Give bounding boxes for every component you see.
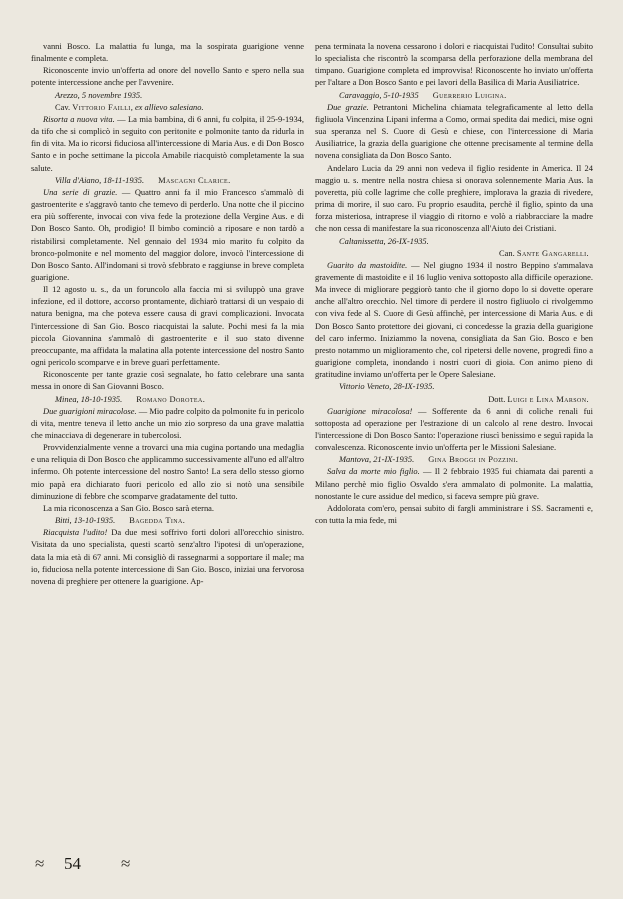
ornament-right: ≈	[121, 854, 131, 873]
place-date: Caltanissetta, 26-IX-1935.	[339, 235, 429, 246]
paragraph-text: — Nel giugno 1934 il nostro Beppino s'ammalava gravemente di mastoidite e il 16 luglio veniva sottoposto alla difficile operazione. Ma invece di migliorare peggiorò tanto che il giorno dopo lo si dovette operare anche all'altro orecchio. Nel timore di perdere il nostro figliuolo ci rivolgemmo con viva fede al S. Cuore di Gesù affinchè, per intercessione di Maria Aus. e di Don Bosco Santo protettore dei giovani, ci concedesse la grazia della guarigione del caro infermo. Iniziammo la novena, consigliata da San Gio. Bosco e ben presto notammo un miglioramento che, col ripetersi delle novene, progredì fino a guarigione completa, inondando i nostri cuori di gioia. Con animo pieno di gratitudine inviamo un'offerta per le Opere Salesiane.	[315, 259, 593, 380]
paragraph-text: — Quattro anni fa il mio Francesco s'ammalò di gastroenterite e s'aggravò tanto che temevo di perderlo. Una notte che il piccino era più sofferente, invocai con viva fede la protezione della Vergine Aus. e di Don Bosco Santo. Oh, prodigio! Il bimbo cominciò a riposare e non tardò a ristabilirsi completamente. Nel gennaio del 1934 mio marito fu colpito da bronco-polmonite e nel momento del maggior dolore, invocò l'intercessione di Don Bosco Santo. All'indomani si trovò sfebbrato e raggiunse in breve completa guarigione.	[31, 186, 304, 282]
signature-line	[31, 174, 304, 186]
place-date: Vittorio Veneto, 28-IX-1935.	[339, 381, 435, 392]
paragraph-heading: Due guarigioni miracolose.	[43, 405, 137, 416]
left-column	[31, 40, 304, 587]
signature-line	[31, 89, 304, 101]
signature-line	[315, 380, 593, 392]
signatory-name: Gina Broggi in Pozzini.	[428, 454, 519, 465]
title-prefix: Cav.	[55, 101, 73, 112]
paragraph-text: Provvidenzialmente venne a trovarci una mia cugina portando una medaglia e una reliquia di Don Bosco che applicammo successivamente all'uno ed all'altro infermo. Oh potente intercessione del nostro Santo! La sera dello stesso giorno mio papà era dichiarato fuori pericolo ed allo zio si notò una sensibile diminuzione di febbre che scomparve gradatamente del tutto.	[31, 442, 304, 501]
signatory-name: Mascagni Clarice.	[158, 174, 231, 185]
paragraph-text: vanni Bosco. La malattia fu lunga, ma la sospirata guarigione venne finalmente e completa.	[31, 41, 304, 64]
signatory-name: Luigi e Lina Marson.	[507, 393, 589, 404]
place-date: Caravaggio, 5-10-1935	[339, 89, 419, 100]
signatory-name: Bagedda Tina.	[129, 515, 186, 526]
paragraph-heading: Riacquista l'udito!	[43, 527, 108, 538]
paragraph-heading: Guarigione miracolosa!	[327, 405, 413, 416]
paragraph	[31, 502, 304, 514]
paragraph	[31, 64, 304, 88]
paragraph	[31, 441, 304, 502]
signatory-name: , ex allievo salesiano.	[130, 101, 204, 112]
paragraph-text: Da due mesi soffrivo forti dolori all'orecchio sinistro. Visitata da uno specialista, questi scartò senz'altro l'ipotesi di un'operazione, data la mia età di 67 anni. Mi consigliò di rassegnarmi a sopportare il male; ma io, fiduciosa nella potente intercessione di San Gio. Bosco, iniziai una fervorosa novena di preghiere per ottenere la guarigione. Ap-	[31, 527, 304, 586]
paragraph	[31, 40, 304, 64]
right-column	[315, 40, 593, 526]
signature-line	[31, 101, 304, 113]
paragraph	[315, 162, 593, 235]
paragraph	[315, 101, 593, 162]
paragraph-heading: Due grazie.	[327, 101, 369, 112]
signature-line	[315, 89, 593, 101]
paragraph-text: Riconoscente invio un'offerta ad onore del novello Santo e spero nella sua potente intercessione anche per l'avvenire.	[31, 65, 304, 88]
page-number: 54	[64, 854, 81, 873]
page-footer	[31, 852, 171, 876]
signature-line	[315, 247, 593, 259]
paragraph-text: — Mio padre colpito da polmonite fu in pericolo di vita, mentre teneva il letto anche un mio zio sorpreso da una grave malattia che minacciava di degenerare in tubercolosi.	[31, 405, 304, 440]
signature-line	[315, 235, 593, 247]
paragraph	[315, 465, 593, 501]
paragraph-text: — Sofferente da 6 anni di coliche renali fui sottoposta ad operazione per l'estrazione di un calcolo al rene destro. Invocai l'intercessione di Don Bosco Santo: l'operazione riuscì benissimo e seguì rapida la convalescenza. Riconoscente invio un'offerta per le Missioni Salesiane.	[315, 405, 593, 453]
paragraph	[31, 186, 304, 283]
paragraph-heading: Una serie di grazie.	[43, 186, 118, 197]
paragraph-text: pena terminata la novena cessarono i dolori e riacquistai l'udito! Consultai subito lo specialista che riscontrò la scomparsa della perforazione della membrana del timpano. Guarigione completa ed improvvisa! Riconoscente ho inviato un'offerta per l'altare a Don Bosco Santo e pei lavori della Basilica di Maria Ausiliatrice.	[315, 41, 593, 88]
paragraph-text: — La mia bambina, di 6 anni, fu colpita, il 25-9-1934, da tifo che si complicò in seguito con peritonite e polmonite tanto da ridurla in fin di vita. Ma io ricorsi fiduciosa all'intercessione di Maria Aus. e di Don Bosco Santo e in poche settimane la piccola Amabile riacquistò completamente la sua salute.	[31, 113, 304, 173]
paragraph	[315, 502, 593, 526]
paragraph-heading: Risorta a nuova vita.	[43, 113, 115, 124]
paragraph-text: La mia riconoscenza a San Gio. Bosco sarà eterna.	[43, 502, 215, 513]
paragraph	[315, 405, 593, 454]
paragraph	[315, 40, 593, 89]
signature-line	[315, 393, 593, 405]
paragraph	[31, 283, 304, 368]
paragraph-text: Il 12 agosto u. s., da un foruncolo alla faccia mi si sviluppò una grave infezione, ed il dottore, accorso prontamente, dichiarò trattarsi di un vespaio di natura benigna, ma che poteva essere causa di gravi complicazioni. Invocata l'intercessione di San Gio. Bosco riacquistai la salute. Pochi mesi fa la mia piccola Giovannina s'ammalò di gastroenterite e il suo stato divenne preoccupante, ma affidata la malatina alla potente intercessione del nostro Santo ogni pericolo scomparve e in breve guarì perfettamente.	[31, 284, 304, 368]
paragraph	[315, 259, 593, 381]
ornament-left: ≈	[35, 854, 45, 873]
signatory-name: Guerrerio Luigina.	[432, 89, 507, 100]
paragraph-text: Andelaro Lucia da 29 anni non vedeva il figlio residente in America. Il 24 maggio u. s. mentre nella nostra chiesa si onorava solennemente Maria Aus. la poveretta, più colle lagrime che colle preghiere, implorava la grazia di rivedere, prima di morire, il suo caro. Fu proprio esaudita, perchè il figlio, spinto da una forza misteriosa, intraprese il viaggio di ritorno e volò a riabbracciare la madre che non cessa di manifestare la sua riconoscenza all'Aiuto dei Cristiani.	[315, 162, 593, 234]
signatory-name: Romano Dorotea.	[136, 393, 206, 404]
place-date: Minea, 18-10-1935.	[55, 393, 123, 404]
place-date: Mantova, 21-IX-1935.	[339, 454, 415, 465]
signature-line	[31, 514, 304, 526]
title-prefix: Can.	[499, 247, 517, 258]
signature-line	[315, 453, 593, 465]
paragraph	[31, 526, 304, 587]
signatory-name: Sante Gangarelli.	[516, 247, 589, 258]
paragraph	[31, 113, 304, 174]
place-date: Bitti, 13-10-1935.	[55, 515, 116, 526]
title-prefix: Dott.	[488, 393, 508, 404]
paragraph-heading: Salva da morte mio figlio.	[327, 466, 420, 477]
paragraph	[31, 405, 304, 441]
paragraph-text: Addolorata com'ero, pensai subito di fargli amministrare i SS. Sacramenti e, con tutta la mia fede, mi	[315, 502, 593, 526]
signature-line	[31, 393, 304, 405]
paragraph-text: Riconoscente per tante grazie così segnalate, ho fatto celebrare una santa messa in onore di San Giovanni Bosco.	[31, 369, 304, 392]
paragraph	[31, 368, 304, 392]
place-date: Villa d'Aiano, 18-11-1935.	[55, 174, 145, 185]
paragraph-heading: Guarito da mastoidite.	[327, 259, 408, 270]
paragraph-text: Petrantoni Michelina chiamata telegraficamente al letto della figliuola Vincenzina Lipani inferma a Como, ormai spedita dai medici, mise ogni sua speranza nel S. Cuore di Gesù e chiese, con l'intercessione di Maria Ausiliatrice, la grazia della guarigione che ottenne precisamente al termine della novena consigliata da Don Bosco Santo.	[315, 101, 593, 161]
signatory-name: Vittorio Failli	[72, 101, 131, 112]
paragraph-text: — Il 2 febbraio 1935 fui chiamata dai parenti a Milano perchè mio figlio Osvaldo s'era ammalato di polmonite. La malattia, nonostante le cure assidue del medico, si faceva sempre più grave.	[315, 466, 593, 501]
place-date: Arezzo, 5 novembre 1935.	[55, 89, 143, 100]
